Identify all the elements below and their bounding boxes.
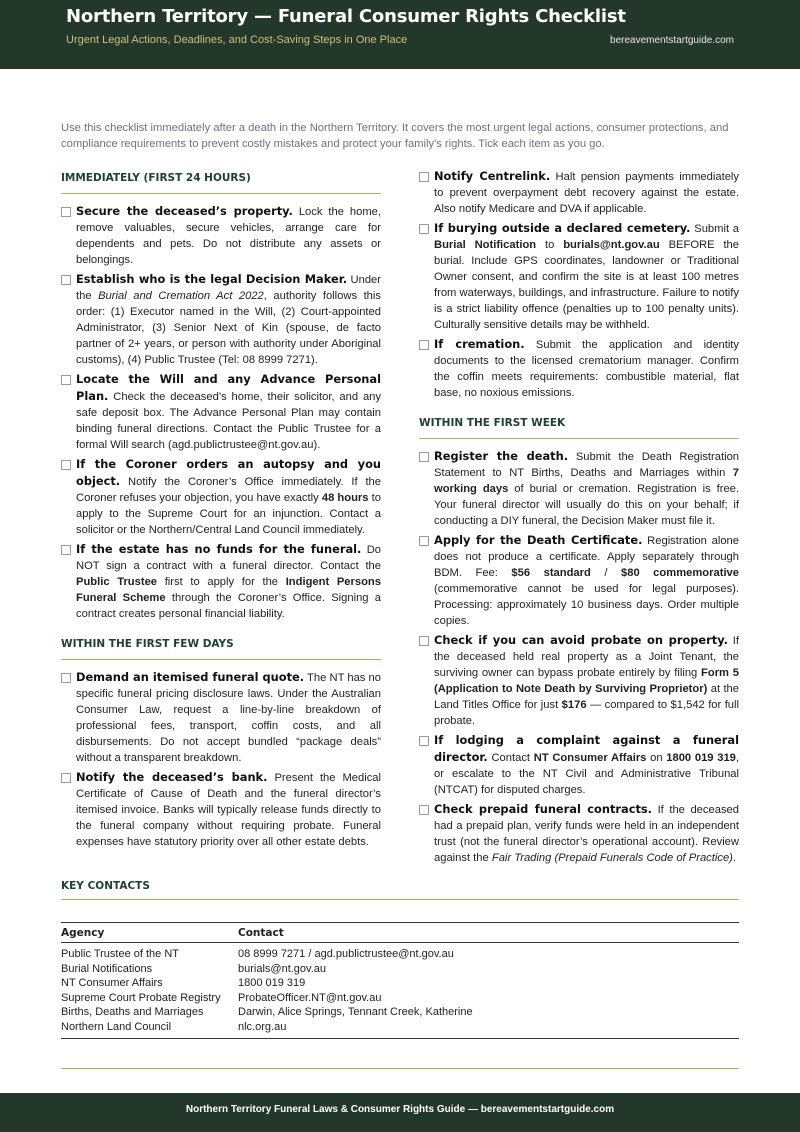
agency-cell: NT Consumer Affairs <box>61 977 163 989</box>
item-heading: If cremation. <box>434 337 525 351</box>
checkbox[interactable] <box>419 636 429 646</box>
item-body: — compared to $1,542 for full probate. <box>434 699 739 727</box>
checklist-item-itemised-quote <box>61 669 381 766</box>
contact-cell: ProbateOfficer.NT@nt.gov.au <box>238 991 382 1004</box>
fee-text: $56 standard <box>511 567 591 579</box>
checklist-item-notify-centrelink <box>419 168 739 217</box>
key-contacts <box>61 878 739 1039</box>
checkbox[interactable] <box>419 536 429 546</box>
item-body: Present the Medical Certificate of Cause of Death and the funeral director’s itemised invoice. Banks will typically release funds directly to the funeral company without requiring probate. Funeral expenses have statutory priority over all other estate debts. <box>76 772 382 848</box>
item-heading: Notify the deceased’s bank. <box>76 770 268 784</box>
form-name: Form 5 (Application to Note Death by Surviving Proprietor) <box>434 667 739 695</box>
column-header-contact: Contact <box>238 923 739 943</box>
section-heading-first-few-days: WITHIN THE FIRST FEW DAYS <box>61 634 381 660</box>
right-column <box>419 168 739 869</box>
contact-cell: 1800 019 319 <box>238 977 306 989</box>
checkbox[interactable] <box>419 805 429 815</box>
deadline-text: 48 hours <box>321 492 369 504</box>
item-body: If the deceased had a prepaid plan, verify funds were held in an independent trust (not the funeral director’s operational account). Review against the <box>434 804 739 864</box>
item-body: Registration alone does not produce a certificate. Apply separately through BDM. Fee: <box>434 535 739 579</box>
page-footer <box>0 1093 800 1132</box>
emphasis-text: Burial Notification <box>434 239 537 251</box>
checkbox[interactable] <box>419 224 429 234</box>
item-body: , or escalate to the NT Civil and Administrative Tribunal (NTCAT) for disputed charges. <box>434 752 740 796</box>
checklist-item-decision-maker <box>61 271 381 368</box>
item-body: . <box>732 852 737 864</box>
item-body: Under the <box>76 274 381 302</box>
checklist-item-locate-will <box>61 371 381 453</box>
contact-cell: 08 8999 7271 / agd.publictrustee@nt.gov.au <box>238 948 454 960</box>
agency-cell: Northern Land Council <box>61 1020 172 1033</box>
item-heading: Secure the deceased’s property. <box>76 204 293 218</box>
checklist-item-register-death <box>419 448 739 529</box>
agency-cell: Burial Notifications <box>61 962 153 975</box>
act-title: Burial and Cremation Act 2022 <box>98 290 264 302</box>
intro-text: Use this checklist immediately after a death in the Northern Territory. It covers the most urgent legal actions, consumer protections, and compliance requirements to prevent costly mistakes and protect your family's rights. Tick each item as you go. <box>61 122 729 150</box>
contact-cell: burials@nt.gov.au <box>238 962 327 975</box>
item-body: If the deceased held real property as a Joint Tenant, the surviving owner can bypass probate entirely by filing <box>434 635 739 679</box>
item-heading: Check if you can avoid probate on property. <box>434 633 728 647</box>
agency-cell: Public Trustee of the NT <box>61 948 179 960</box>
checklist-item-complaint <box>419 732 739 798</box>
item-body: BEFORE the burial. Include GPS coordinates, landowner or Traditional Owner consent, and confirm the site is at least 100 metres from waterways, buildings, and infrastructure. Failure to notify is a strict liability offence (penalties up to 100 penalty units). Culturally sensitive details may be withheld. <box>434 239 739 331</box>
item-heading: If the Coroner orders an autopsy and you object. <box>76 457 381 488</box>
item-body: Contact <box>491 752 534 764</box>
checkbox[interactable] <box>61 275 71 285</box>
checklist-item-coroner-autopsy <box>61 456 381 538</box>
phone-number: 1800 019 319 <box>666 752 736 764</box>
item-heading: Check prepaid funeral contracts. <box>434 802 653 816</box>
deadline-text: 7 working days <box>434 467 739 495</box>
checkbox[interactable] <box>61 545 71 555</box>
item-body: The NT has no specific funeral pricing disclosure laws. Under the Australian Consumer Law, request a line-by-line breakdown of professional fees, transport, coffin costs, and all disbursements. Do not accept bundled “package deals” without a transparent breakdown. <box>76 672 382 764</box>
section-heading-key-contacts: KEY CONTACTS <box>61 878 739 900</box>
item-body: Submit the Death Registration Statement to NT Births, Deaths and Marriages within <box>434 451 740 479</box>
site-link[interactable]: bereavementstartguide.com <box>610 35 734 46</box>
agency-name: NT Consumer Affairs <box>533 752 647 764</box>
checklist-item-no-funds <box>61 541 381 622</box>
checklist-item-death-certificate <box>419 532 739 629</box>
item-heading: If lodging a complaint against a funeral director. <box>434 733 739 764</box>
item-body: Do NOT sign a contract with a funeral director. Contact the <box>76 544 381 572</box>
item-body: Notify the Coroner’s Office immediately. If the Coroner refuses your objection, you have exactly <box>76 476 382 504</box>
contact-cell: nlc.org.au <box>238 1020 287 1033</box>
checklist-item-burial-outside-cemetery <box>419 220 739 333</box>
checkbox[interactable] <box>61 207 71 217</box>
checkbox[interactable] <box>419 340 429 350</box>
item-body: to <box>536 239 564 251</box>
item-heading: If burying outside a declared cemetery. <box>434 221 691 235</box>
checkbox[interactable] <box>61 673 71 683</box>
table-row <box>61 976 739 991</box>
checkbox[interactable] <box>61 460 71 470</box>
page-subtitle: Urgent Legal Actions, Deadlines, and Cost-Saving Steps in One Place <box>66 34 408 46</box>
item-body: Check the deceased’s home, their solicitor, and any safe deposit box. The Advance Personal Plan may contain binding funeral directions. Contact the Public Trustee for a formal Will search (agd.publictrustee@nt.gov.au). <box>76 391 382 451</box>
table-row <box>61 1005 739 1020</box>
item-heading: Apply for the Death Certificate. <box>434 533 643 547</box>
item-heading: Notify Centrelink. <box>434 169 551 183</box>
item-body: (commemorative cannot be used for legal purposes). Processing: approximately 10 business days. Order multiple copies. <box>434 583 739 627</box>
item-body: Submit a <box>694 223 739 235</box>
table-row <box>61 991 739 1006</box>
fee-text: $80 commemorative <box>621 567 739 579</box>
item-body: Lock the home, remove valuables, secure vehicles, arrange care for dependents and pets. Do not distribute any assets or belongings. <box>76 206 381 266</box>
checklist-item-cremation <box>419 336 739 401</box>
item-body: on <box>646 752 667 764</box>
checklist-item-notify-bank <box>61 769 381 850</box>
checkbox[interactable] <box>419 172 429 182</box>
emphasis-text: Public Trustee <box>76 576 158 588</box>
agency-cell: Births, Deaths and Marriages <box>61 1006 204 1018</box>
item-body: Halt pension payments immediately to prevent overpayment debt recovery against the estate. Also notify Medicare and DVA if applicable. <box>434 171 739 215</box>
checklist-item-secure-property <box>61 203 381 268</box>
agency-cell: Supreme Court Probate Registry <box>61 991 221 1004</box>
checkbox[interactable] <box>419 452 429 462</box>
checkbox[interactable] <box>419 736 429 746</box>
contacts-table <box>61 922 739 1039</box>
contact-cell: Darwin, Alice Springs, Tennant Creek, Katherine <box>238 1006 473 1018</box>
item-body: , authority follows this order: (1) Executor named in the Will, (2) Court-appointed Administrator, (3) Senior Next of Kin (spouse, de facto partner of 2+ years, or person with authority under Aboriginal customs), (4) Public Trustee (Tel: 08 8999 7271). <box>76 290 381 366</box>
checkbox[interactable] <box>61 375 71 385</box>
item-heading: Establish who is the legal Decision Maker. <box>76 272 348 286</box>
table-header-row <box>61 923 739 943</box>
checkbox[interactable] <box>61 773 71 783</box>
item-heading: Locate the Will and any Advance Personal Plan. <box>76 372 381 403</box>
item-heading: Demand an itemised funeral quote. <box>76 670 305 684</box>
item-body: to apply to the Supreme Court for an injunction. Contact a solicitor or the Northern/Central Land Council immediately. <box>76 492 381 536</box>
item-heading: Register the death. <box>434 449 569 463</box>
email-text: burials@nt.gov.au <box>563 239 660 251</box>
table-row <box>61 962 739 977</box>
page-header <box>0 0 800 69</box>
table-row <box>61 1020 739 1039</box>
section-heading-first-24-hours: IMMEDIATELY (FIRST 24 HOURS) <box>61 168 381 194</box>
footer-text: Northern Territory Funeral Laws & Consumer Rights Guide — bereavementstartguide.com <box>185 1104 615 1115</box>
emphasis-text: Indigent Persons Funeral Scheme <box>76 576 381 604</box>
column-header-agency: Agency <box>61 923 238 943</box>
item-heading: If the estate has no funds for the funeral. <box>76 542 362 556</box>
fee-text: $176 <box>561 699 587 711</box>
divider <box>61 1068 739 1069</box>
item-body: at the Land Titles Office for just <box>434 683 739 711</box>
code-title: Fair Trading (Prepaid Funerals Code of Practice) <box>491 852 733 864</box>
left-column <box>61 168 381 853</box>
checklist-item-prepaid-contracts <box>419 801 739 866</box>
item-body: Submit the application and identity documents to the licensed crematorium manager. Confirm the coffin meets requirements: combustible material, flat base, no noxious emissions. <box>434 339 740 399</box>
item-body: / <box>590 567 621 579</box>
section-heading-first-week: WITHIN THE FIRST WEEK <box>419 413 739 439</box>
table-row <box>61 943 739 962</box>
item-body: through the Coroner’s Office. Signing a contract creates personal financial liability. <box>76 592 381 620</box>
item-body: of burial or cremation. Registration is free. Your funeral director will usually do this on your behalf; if conducting a DIY funeral, the Decision Maker must file it. <box>434 483 739 527</box>
item-body: first to apply for the <box>157 576 286 588</box>
page-title: Northern Territory — Funeral Consumer Rights Checklist <box>66 6 626 27</box>
checklist-item-avoid-probate <box>419 632 739 729</box>
